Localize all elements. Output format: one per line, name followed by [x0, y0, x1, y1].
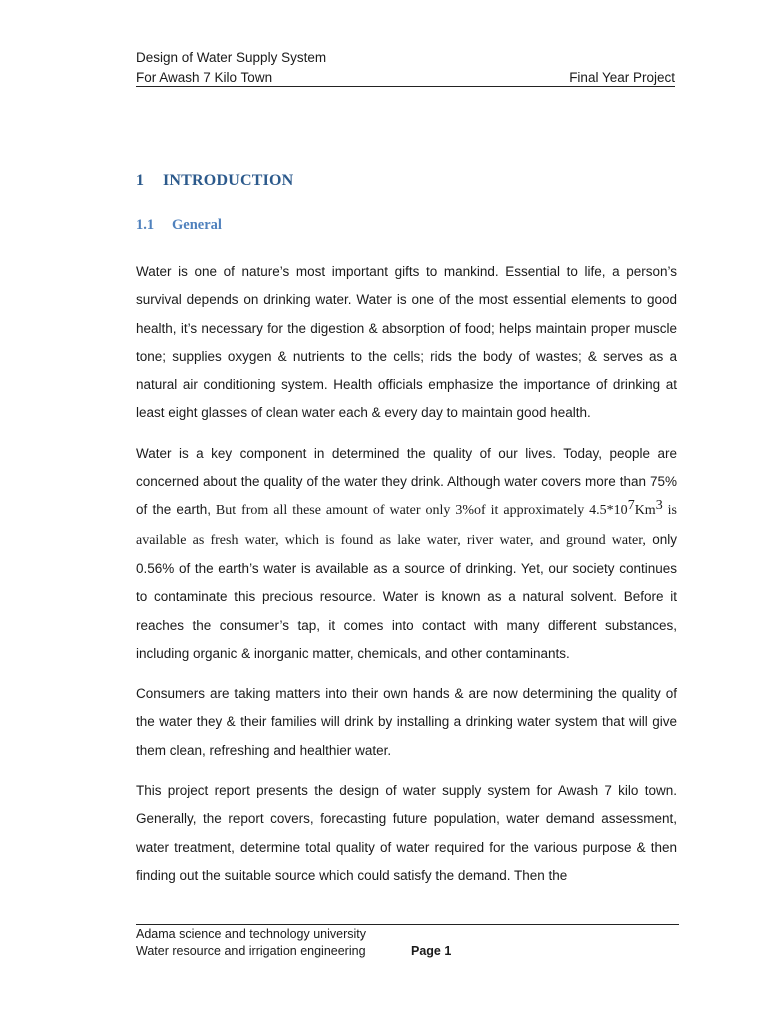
exponent-seven: 7: [627, 498, 635, 514]
footer-divider: [136, 924, 679, 925]
paragraph-3: Consumers are taking matters into their own hands & are now determining the quality of the water they & their families will drink by installing a drinking water system that will give them clean, refreshing and healthier water.: [136, 686, 677, 758]
paragraph-2-part-a: Water is a key component in determined the quality of our lives. Today, people are concerned about the quality of the water they drink. Although water covers more than 75% of the earth,: [136, 445, 677, 518]
footer-department: Water resource and irrigation engineering: [136, 944, 366, 958]
body-text: [136, 258, 677, 902]
page-number: Page 1: [411, 944, 452, 958]
paragraph-2-part-b: But from all these amount of water only 3%of it approximately 4.5*10: [210, 503, 628, 519]
header-divider: [136, 86, 675, 87]
subsection-heading: [136, 217, 222, 234]
page-footer: [136, 926, 679, 960]
header-line-two: [136, 68, 675, 88]
subsection-number: 1.1: [136, 217, 155, 233]
header-subtitle: For Awash 7 Kilo Town: [136, 70, 273, 85]
footer-university: Adama science and technology university: [136, 927, 366, 941]
section-title: INTRODUCTION: [163, 172, 294, 189]
exponent-three: 3: [655, 498, 663, 514]
page-header: [136, 48, 675, 88]
paragraph-2-part-d: is available as fresh water, which is found as lake water, river water, and ground water,: [136, 503, 677, 548]
paragraph-2-part-e: only 0.56% of the earth’s water is available as a source of drinking. Yet, our society continues to contaminate this precious resource. Water is known as a natural solvent. Before it reaches the consumer’s tap, it comes into contact with many different substances, including organic & inorganic matter, chemicals, and other contaminants.: [136, 531, 677, 661]
subsection-title: General: [172, 217, 222, 233]
section-heading: [136, 172, 293, 190]
paragraph-4: This project report presents the design of water supply system for Awash 7 kilo town. Generally, the report covers, forecasting future population, water demand assessment, water treatment, determine total quality of water required for the various purpose & then finding out the suitable source which could satisfy the demand. Then the: [136, 783, 677, 883]
section-number: 1: [136, 172, 145, 189]
paragraph-2: [136, 440, 677, 668]
unit-km: Km: [634, 503, 656, 519]
footer-department-line: [136, 943, 679, 960]
header-right-label: Final Year Project: [569, 70, 675, 85]
header-title: Design of Water Supply System: [136, 50, 327, 65]
paragraph-1: Water is one of nature’s most important gifts to mankind. Essential to life, a person’s survival depends on drinking water. Water is one of the most essential elements to good health, it’s necessary for the digestion & absorption of food; helps maintain proper muscle tone; supplies oxygen & nutrients to the cells; rids the body of wastes; & serves as a natural air conditioning system. Health officials emphasize the importance of drinking at least eight glasses of clean water each & every day to maintain good health.: [136, 264, 677, 421]
